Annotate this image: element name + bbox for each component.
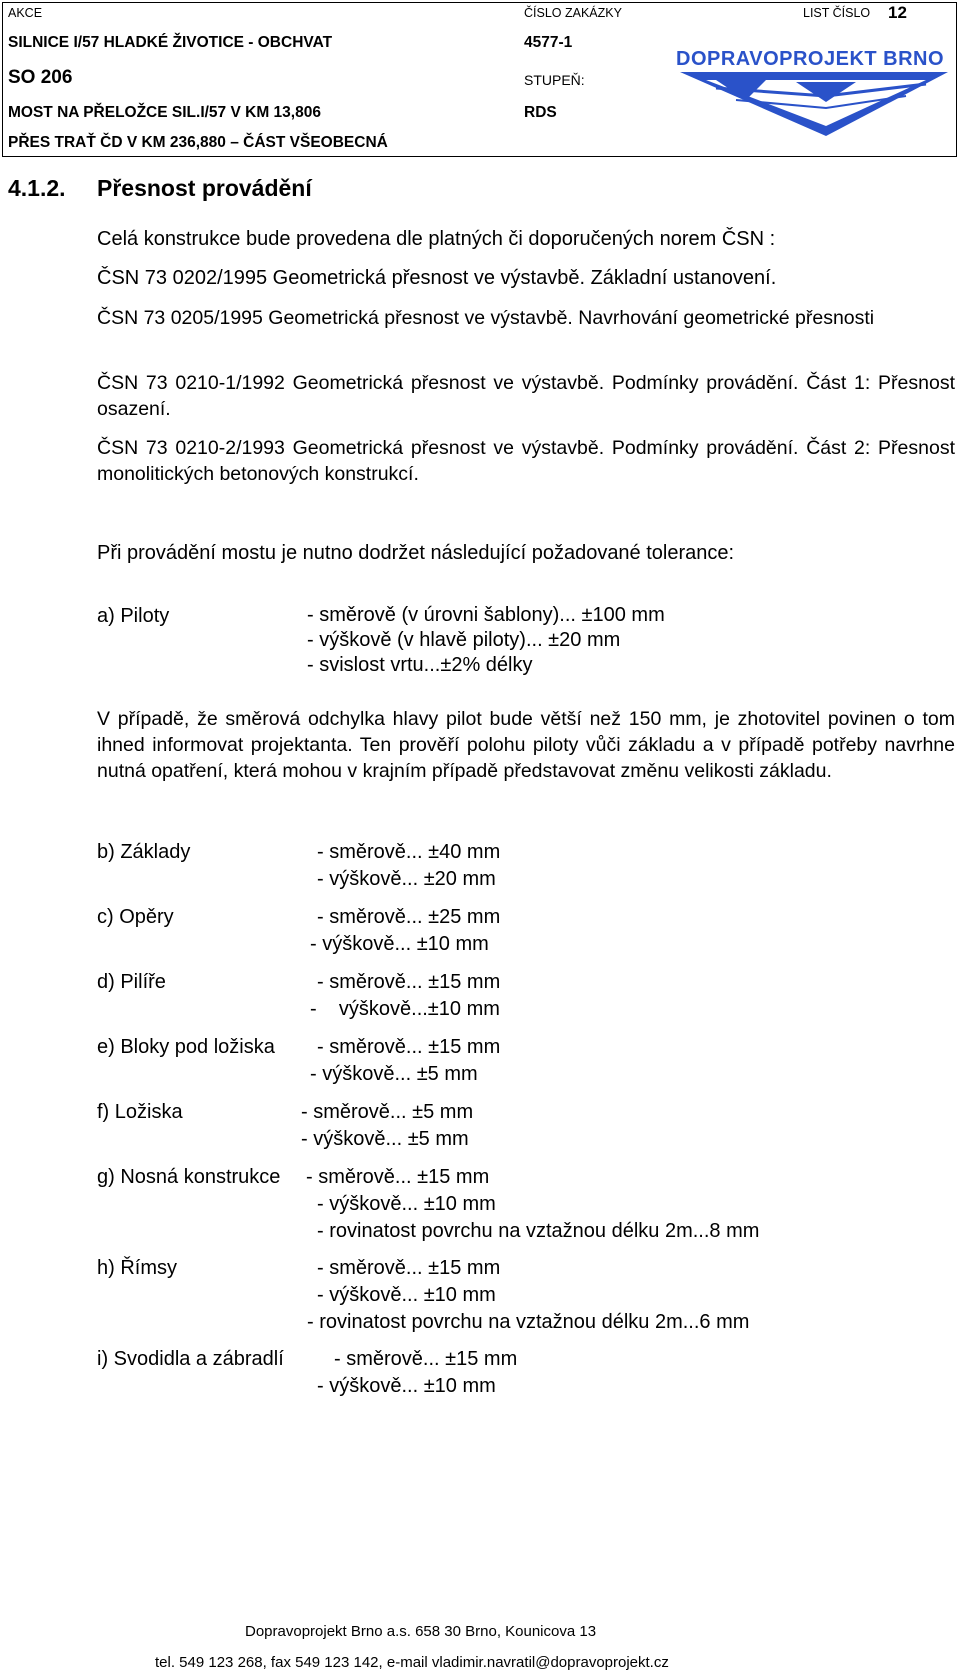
stupen-value: RDS <box>524 104 557 121</box>
tolerance-line: - směrově... ±15 mm <box>334 1348 518 1370</box>
tolerance-line: - výškově (v hlavě piloty)... ±20 mm <box>307 629 621 651</box>
tolerance-line: - výškově... ±10 mm <box>317 1284 496 1306</box>
piloty-note: V případě, že směrová odchylka hlavy pilot bude větší než 150 mm, je zhotovitel povinen o tom ihned informovat projektanta. Ten prověří polohu piloty vůči základu a v případě potřeby navrhne nutná opatření, která mohou v krajním případě představovat změnu velikosti základu. <box>97 708 955 782</box>
tolerance-line: - výškově... ±5 mm <box>310 1063 478 1085</box>
tolerance-label-opery: c) Opěry <box>97 906 174 928</box>
norm-item: ČSN 73 0210-2/1993 Geometrická přesnost ve výstavbě. Podmínky provádění. Část 2: Přesnost monolitických betonových konstrukcí. <box>97 437 955 485</box>
tolerance-label-nosna-konstrukce: g) Nosná konstrukce <box>97 1166 281 1188</box>
tolerance-line: - rovinatost povrchu na vztažnou délku 2m...6 mm <box>307 1311 750 1333</box>
footer-contact: tel. 549 123 268, fax 549 123 142, e-mail vladimir.navratil@dopravoprojekt.cz <box>155 1654 669 1671</box>
list-cislo-label: LIST ČÍSLO <box>803 6 871 20</box>
cislo-zakazky: 4577-1 <box>524 34 573 51</box>
company-logo-text: DOPRAVOPROJEKT BRNO <box>676 48 945 70</box>
tolerance-line: - výškově... ±10 mm <box>317 1375 496 1397</box>
tolerance-line: - výškově... ±10 mm <box>317 1193 496 1215</box>
bridge-description: MOST NA PŘELOŽCE SIL.I/57 V KM 13,806 <box>8 104 321 121</box>
tolerance-label-loziska: f) Ložiska <box>97 1101 183 1123</box>
footer-address: Dopravoprojekt Brno a.s. 658 30 Brno, Kounicova 13 <box>245 1623 597 1640</box>
tolerance-label-piloty: a) Piloty <box>97 605 170 627</box>
company-logo-icon <box>676 70 952 140</box>
tolerance-line: - směrově... ±25 mm <box>317 906 501 928</box>
tolerance-line: - směrově... ±15 mm <box>306 1166 490 1188</box>
intro-text: Celá konstrukce bude provedena dle platných či doporučených norem ČSN : <box>97 228 776 250</box>
tolerance-line: - výškově... ±5 mm <box>301 1128 469 1150</box>
norm-item: ČSN 73 0202/1995 Geometrická přesnost ve výstavbě. Základní ustanovení. <box>97 267 777 289</box>
tolerance-label-svodidla: i) Svodidla a zábradlí <box>97 1348 284 1370</box>
tolerance-label-zaklady: b) Základy <box>97 841 191 863</box>
tolerance-line: - rovinatost povrchu na vztažnou délku 2m...8 mm <box>317 1220 760 1242</box>
tolerance-line: - směrově... ±15 mm <box>317 1257 501 1279</box>
tolerance-line: - výškově...±10 mm <box>310 998 500 1020</box>
tolerance-line: - výškově... ±20 mm <box>317 868 496 890</box>
section-number: 4.1.2. <box>8 175 66 201</box>
tolerance-line: - směrově (v úrovni šablony)... ±100 mm <box>307 604 665 626</box>
tolerance-label-rimsy: h) Římsy <box>97 1257 177 1279</box>
tolerance-line: - směrově... ±5 mm <box>301 1101 474 1123</box>
part-description: PŘES TRAŤ ČD V KM 236,880 – ČÁST VŠEOBECNÁ <box>8 134 388 151</box>
norm-item: ČSN 73 0210-1/1992 Geometrická přesnost ve výstavbě. Podmínky provádění. Část 1: Přesnost osazení. <box>97 372 955 420</box>
akce-label: AKCE <box>8 6 43 20</box>
tolerance-label-bloky: e) Bloky pod ložiska <box>97 1036 275 1058</box>
so-number: SO 206 <box>8 67 73 88</box>
cislo-zakazky-label: ČÍSLO ZAKÁZKY <box>524 6 622 20</box>
tolerance-line: - směrově... ±15 mm <box>317 1036 501 1058</box>
norm-item: ČSN 73 0205/1995 Geometrická přesnost ve výstavbě. Navrhování geometrické přesnosti <box>97 307 875 329</box>
tolerance-line: - výškově... ±10 mm <box>310 933 489 955</box>
tolerance-line: - svislost vrtu...±2% délky <box>307 654 533 676</box>
tolerance-intro: Při provádění mostu je nutno dodržet následující požadované tolerance: <box>97 542 735 564</box>
stupen-label: STUPEŇ: <box>524 72 585 88</box>
project-name: SILNICE I/57 HLADKÉ ŽIVOTICE - OBCHVAT <box>8 34 333 51</box>
list-cislo: 12 <box>888 3 907 22</box>
tolerance-label-pilire: d) Pilíře <box>97 971 166 993</box>
tolerance-line: - směrově... ±40 mm <box>317 841 501 863</box>
tolerance-line: - směrově... ±15 mm <box>317 971 501 993</box>
section-title: Přesnost provádění <box>97 175 312 201</box>
